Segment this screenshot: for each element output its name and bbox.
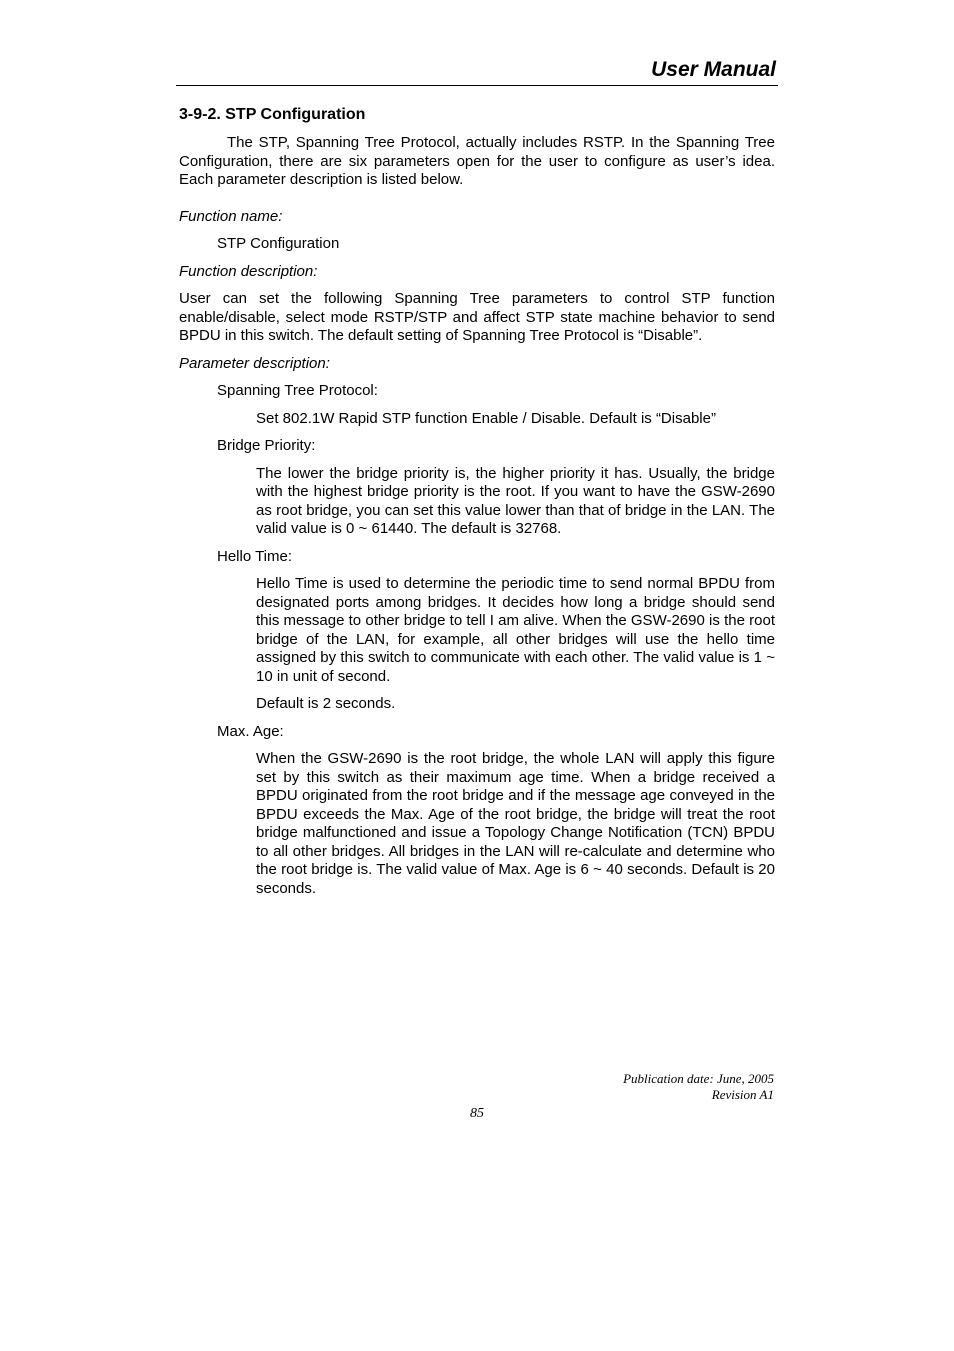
parameter-item — [179, 382, 775, 428]
header-rule — [176, 85, 778, 86]
publication-info — [623, 1071, 774, 1103]
parameter-name: Max. Age: — [217, 722, 284, 740]
parameter-desc: Hello Time is used to determine the periodic time to send normal BPDU from designated ports among bridges. It decides how long a bridge should send this message to other bridge to tell I am alive. When the GSW-2690 is the root bridge of the LAN, for example, all other bridges will use the hello time assigned by this switch to communicate with each other. The valid value is 1 ~ 10 in unit of second. — [256, 575, 775, 685]
parameter-desc: Set 802.1W Rapid STP function Enable / Disable. Default is “Disable” — [256, 409, 716, 427]
section-intro: The STP, Spanning Tree Protocol, actually includes RSTP. In the Spanning Tree Configuration, there are six parameters open for the user to configure as user’s idea. Each parameter description is listed below. — [179, 134, 775, 188]
function-description-label: Function description: — [179, 262, 318, 280]
parameter-item — [179, 723, 775, 899]
parameter-description-label: Parameter description: — [179, 354, 330, 372]
page-content — [179, 105, 775, 898]
parameter-name: Hello Time: — [217, 547, 293, 565]
parameter-desc: When the GSW-2690 is the root bridge, the whole LAN will apply this figure set by this switch as their maximum age time. When a bridge received a BPDU originated from the root bridge and if the message age conveyed in the BPDU exceeds the Max. Age of the root bridge, the bridge will treat the root bridge malfunctioned and issue a Topology Change Notification (TCN) BPDU to all other bridges. All bridges in the LAN will re-calculate and determine who the root bridge is. The valid value of Max. Age is 6 ~ 40 seconds. Default is 20 seconds. — [256, 750, 775, 897]
parameter-name: Spanning Tree Protocol: — [217, 382, 378, 399]
parameter-name: Bridge Priority: — [217, 437, 316, 454]
revision: Revision A1 — [711, 1087, 774, 1102]
function-name-value: STP Configuration — [217, 235, 340, 252]
parameter-item — [179, 437, 775, 539]
section-title: 3-9-2. STP Configuration — [179, 106, 366, 123]
parameter-desc-default: Default is 2 seconds. — [256, 695, 396, 712]
parameter-item — [179, 548, 775, 714]
page-number: 85 — [470, 1106, 484, 1121]
parameter-desc: The lower the bridge priority is, the higher priority it has. Usually, the bridge with the highest bridge priority is the root. If you want to have the GSW-2690 as root bridge, you can set this value lower than that of bridge in the LAN. The valid value is 0 ~ 61440. The default is 32768. — [256, 464, 775, 537]
function-description-text: User can set the following Spanning Tree parameters to control STP function enable/disable, select mode RSTP/STP and affect STP state machine behavior to send BPDU in this switch. The default setting of Spanning Tree Protocol is “Disable”. — [179, 290, 775, 344]
header-title: User Manual — [651, 58, 776, 81]
publication-date: Publication date: June, 2005 — [623, 1071, 774, 1086]
function-name-label: Function name: — [179, 207, 283, 225]
